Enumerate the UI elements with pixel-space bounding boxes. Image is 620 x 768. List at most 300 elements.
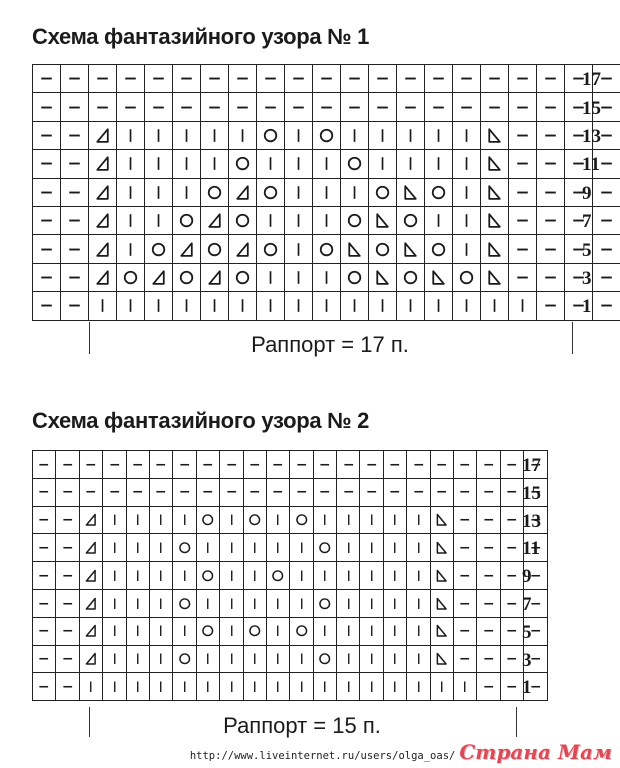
stitch-cell — [33, 292, 60, 319]
knit-symbol — [293, 678, 310, 695]
purl-symbol — [540, 68, 561, 89]
stitch-cell — [33, 673, 55, 700]
stitch-cell — [150, 618, 172, 645]
purl-symbol — [386, 483, 403, 500]
stitch-cell — [267, 451, 289, 478]
knit-symbol — [246, 567, 263, 584]
knit-symbol — [152, 678, 169, 695]
stitch-cell — [360, 451, 382, 478]
knit-symbol — [176, 511, 193, 528]
stitch-cell — [397, 292, 424, 319]
knit-symbol — [269, 650, 286, 667]
stitch-cell — [244, 590, 266, 617]
purl-symbol — [456, 456, 473, 473]
knit-symbol — [223, 539, 240, 556]
stitch-cell — [33, 534, 55, 561]
purl-symbol — [540, 153, 561, 174]
stitch-cell — [285, 93, 312, 120]
stitch-cell — [80, 534, 102, 561]
yarn-over-symbol — [246, 511, 263, 528]
purl-symbol — [36, 239, 57, 260]
purl-symbol — [503, 650, 520, 667]
stitch-cell — [369, 122, 396, 149]
purl-symbol — [480, 539, 497, 556]
knit-symbol — [129, 567, 146, 584]
knit-symbol — [269, 539, 286, 556]
stitch-cell — [150, 534, 172, 561]
stitch-cell — [173, 93, 200, 120]
right-decrease-symbol — [484, 210, 505, 231]
knit-symbol — [344, 182, 365, 203]
stitch-cell — [290, 479, 312, 506]
purl-symbol — [316, 97, 337, 118]
stitch-cell — [481, 65, 508, 92]
stitch-cell — [56, 646, 78, 673]
purl-symbol — [363, 456, 380, 473]
knit-symbol — [316, 153, 337, 174]
knit-symbol — [260, 267, 281, 288]
purl-symbol — [59, 678, 76, 695]
stitch-cell — [145, 235, 172, 262]
stitch-cell — [33, 646, 55, 673]
stitch-cell — [117, 207, 144, 234]
right-decrease-symbol — [344, 239, 365, 260]
stitch-cell — [127, 534, 149, 561]
knit-symbol — [340, 595, 357, 612]
stitch-cell — [314, 451, 336, 478]
purl-symbol — [59, 483, 76, 500]
stitch-cell — [267, 479, 289, 506]
knit-symbol — [316, 511, 333, 528]
purl-symbol — [540, 239, 561, 260]
stitch-cell — [341, 122, 368, 149]
stitch-cell — [501, 562, 523, 589]
yarn-over-symbol — [176, 210, 197, 231]
stitch-cell — [56, 618, 78, 645]
stitch-cell — [384, 534, 406, 561]
knit-symbol — [410, 539, 427, 556]
purl-symbol — [340, 456, 357, 473]
knit-symbol — [456, 182, 477, 203]
stitch-cell — [201, 150, 228, 177]
knit-symbol — [410, 622, 427, 639]
stitch-cell — [80, 451, 102, 478]
stitch-cell — [89, 65, 116, 92]
purl-symbol — [36, 97, 57, 118]
knit-symbol — [269, 511, 286, 528]
stitch-cell — [481, 235, 508, 262]
stitch-cell — [61, 122, 88, 149]
stitch-cell — [477, 479, 499, 506]
purl-symbol — [503, 456, 520, 473]
knit-symbol — [204, 153, 225, 174]
row-number-label: 13 — [582, 126, 601, 147]
purl-symbol — [456, 483, 473, 500]
stitch-cell — [117, 235, 144, 262]
stitch-cell — [285, 235, 312, 262]
purl-symbol — [64, 295, 85, 316]
knit-symbol — [512, 295, 533, 316]
knit-symbol — [176, 125, 197, 146]
purl-symbol — [480, 622, 497, 639]
stitch-cell — [337, 534, 359, 561]
purl-symbol — [35, 567, 52, 584]
knit-symbol — [288, 153, 309, 174]
stitch-cell — [33, 479, 55, 506]
purl-symbol — [36, 267, 57, 288]
knit-symbol — [372, 153, 393, 174]
yarn-over-symbol — [176, 650, 193, 667]
stitch-cell — [103, 479, 125, 506]
right-decrease-symbol — [433, 622, 450, 639]
left-decrease-symbol — [92, 267, 113, 288]
purl-symbol — [503, 622, 520, 639]
stitch-cell — [80, 507, 102, 534]
purl-symbol — [246, 483, 263, 500]
stitch-cell — [501, 646, 523, 673]
purl-symbol — [59, 539, 76, 556]
stitch-cell — [425, 264, 452, 291]
purl-symbol — [288, 97, 309, 118]
stitch-cell — [103, 673, 125, 700]
purl-symbol — [340, 483, 357, 500]
knit-symbol — [288, 210, 309, 231]
stitch-cell — [220, 646, 242, 673]
stitch-cell — [61, 65, 88, 92]
purl-symbol — [260, 68, 281, 89]
yarn-over-symbol — [120, 267, 141, 288]
stitch-cell — [454, 534, 476, 561]
knit-symbol — [152, 622, 169, 639]
stitch-cell — [431, 562, 453, 589]
left-decrease-symbol — [92, 125, 113, 146]
knit-symbol — [152, 595, 169, 612]
stitch-cell — [117, 292, 144, 319]
stitch-cell — [425, 235, 452, 262]
knit-symbol — [363, 539, 380, 556]
knit-symbol — [400, 295, 421, 316]
purl-symbol — [484, 68, 505, 89]
stitch-cell — [593, 235, 620, 262]
knit-symbol — [269, 622, 286, 639]
knit-symbol — [316, 295, 337, 316]
stitch-cell — [369, 179, 396, 206]
purl-symbol — [503, 678, 520, 695]
stitch-cell — [509, 235, 536, 262]
stitch-cell — [33, 65, 60, 92]
stitch-cell — [285, 65, 312, 92]
knit-symbol — [129, 539, 146, 556]
yarn-over-symbol — [316, 539, 333, 556]
stitch-cell — [360, 646, 382, 673]
knit-symbol — [386, 511, 403, 528]
purl-symbol — [129, 456, 146, 473]
stitch-cell — [481, 150, 508, 177]
stitch-cell — [103, 451, 125, 478]
right-decrease-symbol — [484, 153, 505, 174]
knit-symbol — [176, 295, 197, 316]
row-number-label: 11 — [522, 538, 540, 560]
stitch-cell — [220, 618, 242, 645]
stitch-cell — [56, 451, 78, 478]
purl-symbol — [36, 68, 57, 89]
knit-symbol — [288, 182, 309, 203]
purl-symbol — [35, 678, 52, 695]
right-decrease-symbol — [484, 182, 505, 203]
stitch-cell — [229, 93, 256, 120]
purl-symbol — [269, 483, 286, 500]
stitch-cell — [369, 93, 396, 120]
stitch-cell — [103, 618, 125, 645]
stitch-cell — [127, 646, 149, 673]
row-number-label: 7 — [522, 593, 532, 615]
stitch-cell — [337, 451, 359, 478]
stitch-cell — [197, 646, 219, 673]
knit-symbol — [428, 125, 449, 146]
stitch-cell — [593, 264, 620, 291]
row-number-label: 9 — [522, 566, 532, 588]
stitch-cell — [477, 507, 499, 534]
stitch-cell — [453, 93, 480, 120]
stitch-cell — [453, 65, 480, 92]
yarn-over-symbol — [232, 210, 253, 231]
stitch-cell — [89, 292, 116, 319]
purl-symbol — [316, 456, 333, 473]
stitch-cell — [117, 150, 144, 177]
purl-symbol — [176, 456, 193, 473]
stitch-cell — [80, 673, 102, 700]
stitch-cell — [509, 65, 536, 92]
stitch-cell — [537, 65, 564, 92]
yarn-over-symbol — [260, 182, 281, 203]
purl-symbol — [59, 650, 76, 667]
stitch-cell — [285, 292, 312, 319]
yarn-over-symbol — [316, 650, 333, 667]
purl-symbol — [386, 456, 403, 473]
knit-symbol — [106, 511, 123, 528]
knit-symbol — [288, 295, 309, 316]
purl-symbol — [540, 97, 561, 118]
stitch-cell — [117, 179, 144, 206]
stitch-cell — [127, 507, 149, 534]
knit-symbol — [340, 539, 357, 556]
row-number-label: 17 — [522, 454, 541, 476]
purl-symbol — [480, 678, 497, 695]
stitch-cell — [201, 264, 228, 291]
knit-symbol — [148, 182, 169, 203]
right-decrease-symbol — [484, 239, 505, 260]
stitch-cell — [341, 264, 368, 291]
purl-symbol — [148, 97, 169, 118]
knit-symbol — [176, 678, 193, 695]
row-number-label: 7 — [582, 211, 592, 233]
stitch-cell — [229, 179, 256, 206]
purl-symbol — [36, 153, 57, 174]
stitch-cell — [61, 207, 88, 234]
stitch-cell — [33, 122, 60, 149]
stitch-cell — [89, 207, 116, 234]
yarn-over-symbol — [148, 239, 169, 260]
knit-symbol — [129, 678, 146, 695]
stitch-cell — [477, 451, 499, 478]
yarn-over-symbol — [344, 153, 365, 174]
stitch-cell — [290, 507, 312, 534]
stitch-cell — [397, 150, 424, 177]
yarn-over-symbol — [456, 267, 477, 288]
right-decrease-symbol — [484, 125, 505, 146]
knit-symbol — [363, 511, 380, 528]
purl-symbol — [64, 125, 85, 146]
knit-symbol — [456, 295, 477, 316]
stitch-cell — [33, 264, 60, 291]
knit-symbol — [372, 295, 393, 316]
purl-symbol — [480, 567, 497, 584]
stitch-cell — [477, 646, 499, 673]
watermark-brand: Страна Мам — [459, 740, 612, 764]
knit-symbol — [246, 595, 263, 612]
stitch-cell — [33, 562, 55, 589]
stitch-cell — [127, 479, 149, 506]
stitch-cell — [384, 562, 406, 589]
stitch-cell — [501, 479, 523, 506]
stitch-cell — [341, 65, 368, 92]
stitch-cell — [201, 235, 228, 262]
stitch-cell — [56, 590, 78, 617]
stitch-cell — [33, 451, 55, 478]
knit-symbol — [456, 210, 477, 231]
stitch-cell — [453, 150, 480, 177]
right-decrease-symbol — [372, 210, 393, 231]
stitch-cell — [56, 479, 78, 506]
right-decrease-symbol — [428, 267, 449, 288]
stitch-cell — [285, 179, 312, 206]
stitch-cell — [425, 207, 452, 234]
knit-symbol — [410, 511, 427, 528]
stitch-cell — [313, 207, 340, 234]
stitch-cell — [229, 150, 256, 177]
stitch-cell — [197, 673, 219, 700]
stitch-cell — [454, 646, 476, 673]
knit-symbol — [288, 239, 309, 260]
knit-symbol — [82, 678, 99, 695]
left-decrease-symbol — [82, 539, 99, 556]
purl-symbol — [35, 595, 52, 612]
stitch-cell — [481, 207, 508, 234]
stitch-cell — [33, 179, 60, 206]
knit-symbol — [246, 539, 263, 556]
knit-symbol — [199, 595, 216, 612]
stitch-cell — [145, 122, 172, 149]
yarn-over-symbol — [204, 182, 225, 203]
knit-symbol — [269, 678, 286, 695]
yarn-over-symbol — [232, 153, 253, 174]
stitch-cell — [145, 292, 172, 319]
purl-symbol — [316, 483, 333, 500]
stitch-cell — [369, 207, 396, 234]
stitch-cell — [337, 507, 359, 534]
stitch-cell — [244, 562, 266, 589]
right-decrease-symbol — [433, 539, 450, 556]
stitch-cell — [244, 479, 266, 506]
purl-symbol — [36, 210, 57, 231]
stitch-cell — [425, 122, 452, 149]
stitch-cell — [477, 590, 499, 617]
stitch-cell — [509, 264, 536, 291]
stitch-cell — [103, 590, 125, 617]
stitch-cell — [173, 207, 200, 234]
stitch-cell — [285, 264, 312, 291]
stitch-cell — [103, 534, 125, 561]
purl-symbol — [260, 97, 281, 118]
stitch-cell — [127, 590, 149, 617]
stitch-cell — [61, 264, 88, 291]
yarn-over-symbol — [204, 239, 225, 260]
knit-symbol — [246, 678, 263, 695]
stitch-cell — [257, 235, 284, 262]
knit-symbol — [293, 650, 310, 667]
knit-symbol — [152, 511, 169, 528]
purl-symbol — [596, 182, 617, 203]
knit-symbol — [456, 125, 477, 146]
yarn-over-symbol — [176, 595, 193, 612]
stitch-cell — [509, 207, 536, 234]
stitch-cell — [103, 562, 125, 589]
knit-symbol — [386, 678, 403, 695]
purl-symbol — [35, 511, 52, 528]
stitch-cell — [267, 507, 289, 534]
yarn-over-symbol — [400, 210, 421, 231]
stitch-cell — [201, 122, 228, 149]
stitch-cell — [244, 618, 266, 645]
stitch-cell — [537, 179, 564, 206]
stitch-cell — [244, 507, 266, 534]
purl-symbol — [480, 595, 497, 612]
knit-symbol — [269, 595, 286, 612]
purl-symbol — [269, 456, 286, 473]
left-decrease-symbol — [176, 239, 197, 260]
stitch-cell — [220, 590, 242, 617]
stitch-cell — [384, 451, 406, 478]
knit-symbol — [223, 622, 240, 639]
knit-symbol — [223, 595, 240, 612]
left-decrease-symbol — [82, 622, 99, 639]
stitch-cell — [173, 534, 195, 561]
knit-symbol — [260, 210, 281, 231]
purl-symbol — [456, 595, 473, 612]
stitch-cell — [384, 646, 406, 673]
stitch-cell — [407, 534, 429, 561]
knit-symbol — [456, 239, 477, 260]
stitch-cell — [229, 122, 256, 149]
purl-symbol — [232, 68, 253, 89]
purl-symbol — [64, 153, 85, 174]
knit-symbol — [293, 595, 310, 612]
purl-symbol — [596, 267, 617, 288]
stitch-cell — [407, 673, 429, 700]
purl-symbol — [35, 622, 52, 639]
purl-symbol — [36, 295, 57, 316]
left-decrease-symbol — [82, 650, 99, 667]
yarn-over-symbol — [260, 125, 281, 146]
knit-symbol — [120, 295, 141, 316]
stitch-cell — [360, 618, 382, 645]
stitch-cell — [341, 150, 368, 177]
stitch-cell — [407, 451, 429, 478]
stitch-cell — [173, 646, 195, 673]
knit-symbol — [120, 210, 141, 231]
stitch-cell — [509, 179, 536, 206]
knit-symbol — [433, 678, 450, 695]
